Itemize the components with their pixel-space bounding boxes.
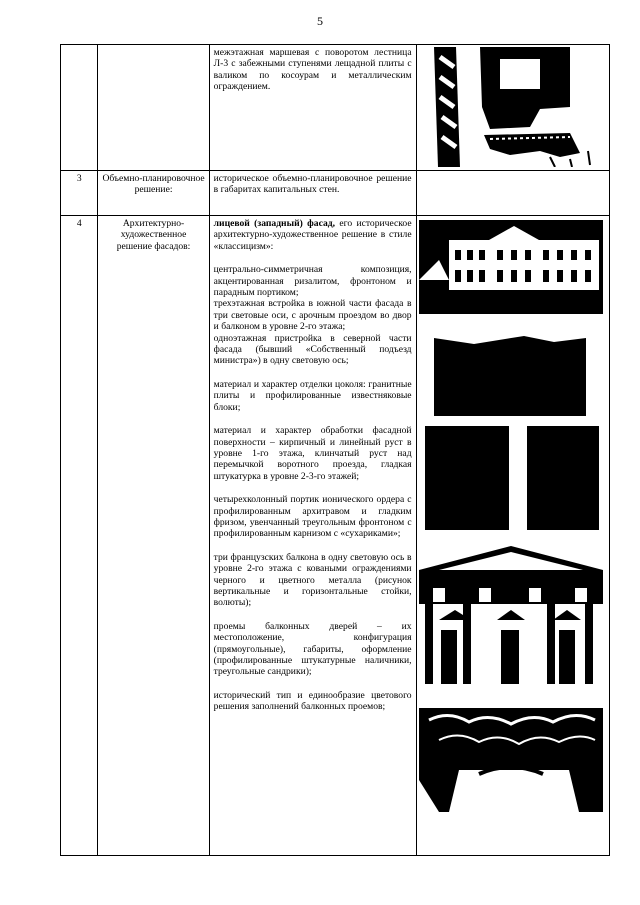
row-name-cell [98, 45, 209, 171]
row-name-cell: Объемно-планировочное решение: [98, 171, 209, 216]
portico-photo [419, 540, 603, 684]
description-text: историческое объемно-планировочное решение в габаритах капитальных стен. [213, 173, 412, 196]
row-image-cell [416, 171, 609, 216]
facade-photo [419, 220, 603, 314]
row-name-cell: Архитектурно-художественное решение фасадов: [98, 216, 209, 856]
row-number-cell: 3 [61, 171, 98, 216]
description-text: межэтажная маршевая с поворотом лестница Л-3 с забежными ступенями лещадной плиты с валиком по косоурам и металлическим ограждением. [213, 47, 412, 93]
row-number-cell: 4 [61, 216, 98, 856]
rustication-photo [527, 426, 599, 530]
row-description-cell [209, 216, 416, 856]
protected-features-table [60, 44, 610, 856]
description-text: материал и характер отделки цоколя: гранитные плиты и профилированные известняковые блоки; [213, 378, 412, 413]
table-row [61, 216, 610, 856]
row-image-cell [416, 45, 609, 171]
description-text: проемы балконных дверей – их местоположение, конфигурация (прямоугольные), габариты, оформление (профилированные штукатурные наличники, треугольные сандрики); [213, 620, 412, 678]
row-description-cell [209, 171, 416, 216]
plinth-photo [425, 426, 509, 530]
description-text: центрально-симметричная композиция, акцентированная ризалитом, фронтоном и парадным портиком; [213, 264, 412, 299]
annex-photo [434, 328, 586, 416]
description-text: три французских балкона в одну световую ось в уровне 2-го этажа с коваными ограждениями черного и цветного металла (рисунок вертикальные и горизонтальные стойки, волюты); [213, 551, 412, 609]
balcony-photo [419, 690, 603, 812]
description-text: лицевой (западный) фасад, его историческое архитектурно-художественное решение в стиле «классицизм»: [213, 218, 412, 252]
description-text: четырехколонный портик ионического ордера с профилированным архитравом и гладким фризом, увенчанный треугольным фронтоном с профилированным карнизом с «сухариками»; [213, 494, 412, 540]
description-text: трехэтажная встройка в южной части фасада в три световые оси, с арочным проездом во двор и балконом в уровне 2-го этажа; [213, 298, 412, 333]
page-number: 5 [317, 14, 323, 28]
description-text: материал и характер обработки фасадной поверхности – кирпичный и линейный руст в уровне 1-го этажа, клинчатый руст над перемычкой воротного проезда, гладкая штукатурка в уровне 2-3-го этажей; [213, 425, 412, 482]
description-text: одноэтажная пристройка в северной части фасада (бывший «Собственный подъезд министра») в одну световую ось; [213, 332, 412, 367]
table-row [61, 45, 610, 171]
row-description-cell [209, 45, 416, 171]
row-image-cell [416, 216, 609, 856]
description-text: исторический тип и единообразие цветового решения заполнений балконных проемов; [213, 689, 412, 713]
table-row [61, 171, 610, 216]
row-number-cell [61, 45, 98, 171]
staircase-photo [420, 47, 600, 167]
